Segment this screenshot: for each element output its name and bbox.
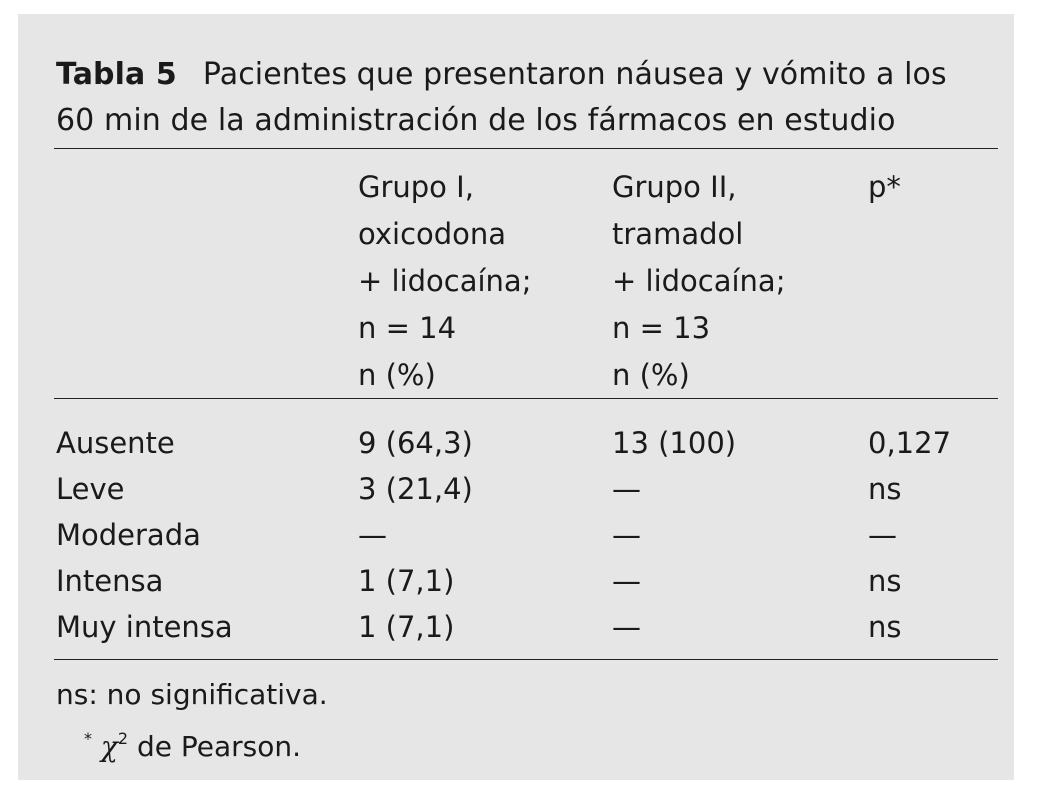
row-p: — — [868, 518, 897, 552]
header-group2-line: tramadol — [612, 217, 744, 251]
header-rule — [54, 398, 998, 399]
header-group2 — [612, 164, 785, 399]
footnote-chi — [84, 716, 301, 770]
header-group1-line: n (%) — [358, 358, 436, 392]
table-caption — [56, 52, 1006, 144]
row-label: Ausente — [56, 426, 175, 460]
footnote-ns: ns: no significativa. — [56, 678, 328, 711]
row-group1: 1 (7,1) — [358, 610, 455, 644]
row-group2: 13 (100) — [612, 426, 737, 460]
header-p: p* — [868, 170, 901, 204]
header-group1-line: oxicodona — [358, 217, 507, 251]
row-group2: — — [612, 472, 641, 506]
row-label: Leve — [56, 472, 125, 506]
header-group1-line: Grupo I, — [358, 170, 474, 204]
row-group1: 1 (7,1) — [358, 564, 455, 598]
header-group2-line: n = 13 — [612, 311, 711, 345]
header-group2-line: n (%) — [612, 358, 690, 392]
header-group1 — [358, 164, 531, 399]
row-label: Muy intensa — [56, 610, 233, 644]
table-panel — [18, 14, 1014, 780]
header-group2-line: + lidocaína; — [612, 264, 786, 298]
row-p: ns — [868, 610, 902, 644]
row-group2: — — [612, 610, 641, 644]
bottom-rule — [54, 659, 998, 660]
caption-line-1: Pacientes que presentaron náusea y vómito a los — [202, 57, 947, 92]
header-group2-line: Grupo II, — [612, 170, 737, 204]
row-group1: 3 (21,4) — [358, 472, 473, 506]
footnote-pearson: de Pearson. — [136, 730, 302, 763]
row-p: ns — [868, 472, 902, 506]
row-p: ns — [868, 564, 902, 598]
footnote-asterisk: * — [84, 729, 92, 748]
row-group2: — — [612, 518, 641, 552]
top-rule — [54, 148, 998, 149]
row-group1: — — [358, 518, 387, 552]
row-label: Intensa — [56, 564, 164, 598]
header-group1-line: + lidocaína; — [358, 264, 532, 298]
chi-symbol: χ — [100, 730, 118, 763]
header-group1-line: n = 14 — [358, 311, 457, 345]
chi-power: 2 — [117, 729, 129, 748]
row-p: 0,127 — [868, 426, 952, 460]
row-group1: 9 (64,3) — [358, 426, 473, 460]
row-group2: — — [612, 564, 641, 598]
table-label: Tabla 5 — [56, 57, 177, 92]
row-label: Moderada — [56, 518, 201, 552]
caption-line-2: 60 min de la administración de los fármacos en estudio — [56, 103, 896, 138]
